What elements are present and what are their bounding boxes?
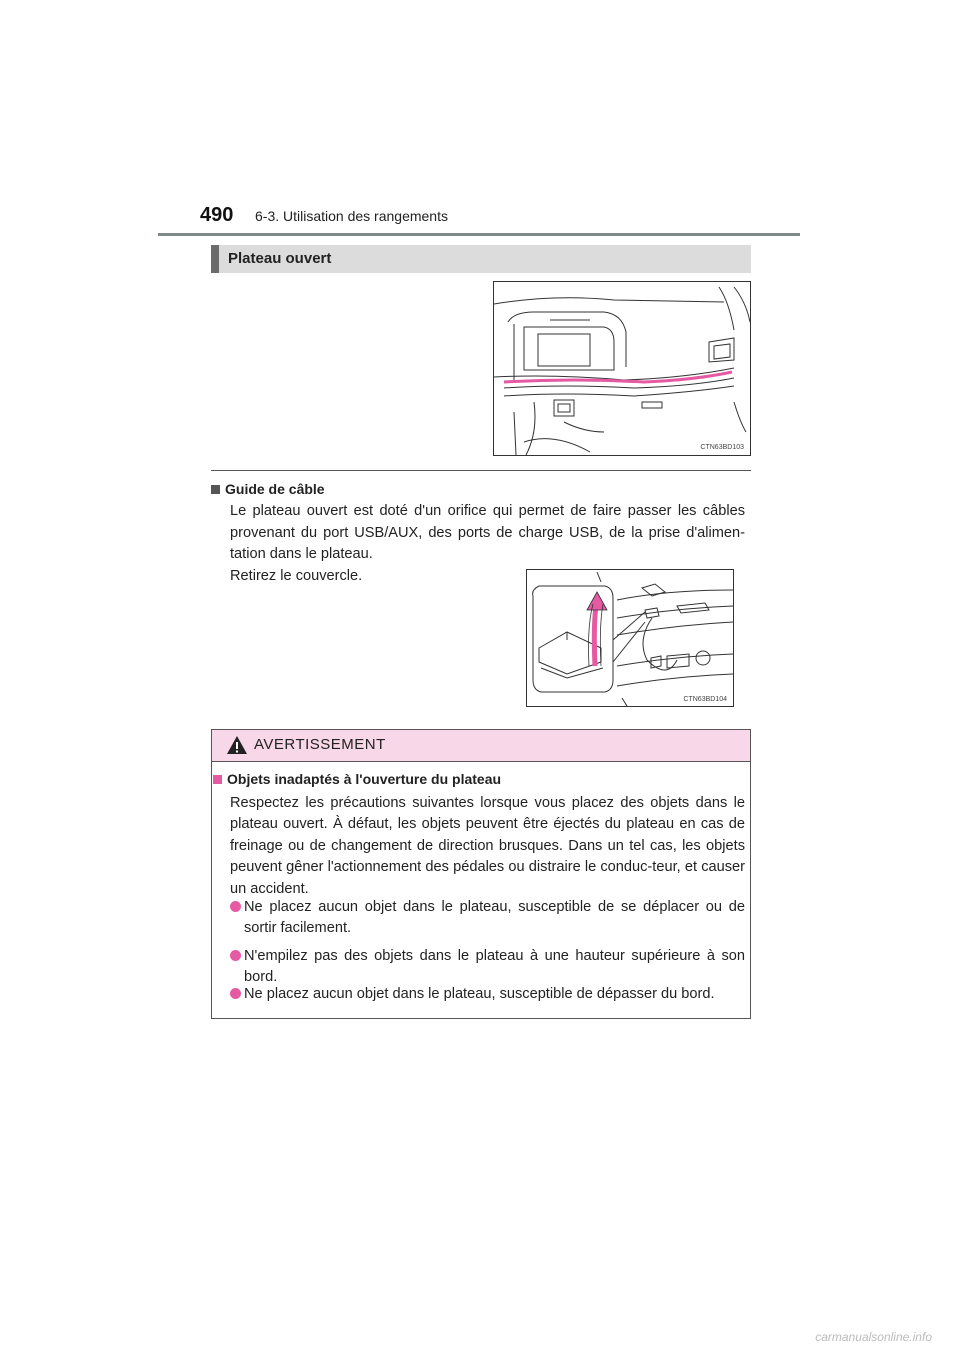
square-bullet-icon bbox=[213, 775, 222, 784]
warning-bullet bbox=[230, 897, 745, 940]
bullet-dot-icon bbox=[230, 988, 241, 999]
warning-title: AVERTISSEMENT bbox=[254, 736, 386, 753]
dashboard-illustration bbox=[493, 281, 751, 456]
bullet-dot-icon bbox=[230, 950, 241, 961]
bullet-dot-icon bbox=[230, 901, 241, 912]
warning-paragraph: Respectez les précautions suivantes lorsque vous placez des objets dans le plateau ouvert. À défaut, les objets peuvent être éjectés du plateau en cas de freinage ou de changement de direction brusques. Dans un tel cas, les objets peuvent gêner l'actionnement des pédales ou distraire le conduc-teur, et causer un accident. bbox=[230, 795, 745, 897]
figure-caption: CTN63BD103 bbox=[700, 444, 744, 451]
dashboard-drawing bbox=[494, 282, 750, 455]
section-heading: Plateau ouvert bbox=[211, 245, 751, 273]
warning-bullet bbox=[230, 984, 745, 1005]
warning-bullet-text: Ne placez aucun objet dans le plateau, susceptible de se déplacer ou de sortir facilement. bbox=[244, 899, 745, 937]
warning-bullet bbox=[230, 946, 745, 989]
figure-caption: CTN63BD104 bbox=[683, 696, 727, 703]
page-number: 490 bbox=[200, 204, 234, 226]
cover-removal-illustration bbox=[526, 569, 734, 707]
warning-bullet-text: Ne placez aucun objet dans le plateau, susceptible de dépasser du bord. bbox=[244, 986, 715, 1002]
warning-triangle-icon bbox=[226, 735, 248, 755]
cable-guide-paragraph: Le plateau ouvert est doté d'un orifice qui permet de faire passer les câbles provenant du port USB/AUX, des ports de charge USB, de la prise d'alimen-tation dans le plateau. bbox=[230, 503, 745, 562]
cover-removal-drawing bbox=[527, 570, 733, 706]
section-path: 6-3. Utilisation des rangements bbox=[255, 208, 448, 224]
cable-guide-instruction: Retirez le couvercle. bbox=[230, 568, 363, 584]
cable-guide-title-text: Guide de câble bbox=[225, 481, 325, 497]
warning-header bbox=[212, 730, 750, 762]
warning-subhead-text: Objets inadaptés à l'ouverture du plateau bbox=[227, 771, 502, 787]
warning-subhead bbox=[213, 771, 501, 787]
square-bullet-icon bbox=[211, 485, 220, 494]
warning-bullet-text: N'empilez pas des objets dans le plateau à une hauteur supérieure à son bord. bbox=[244, 948, 745, 986]
divider bbox=[211, 470, 751, 471]
footer-watermark: carmanualsonline.info bbox=[815, 1330, 932, 1344]
cable-guide-title bbox=[211, 481, 325, 497]
warning-box bbox=[211, 729, 751, 1019]
header-rule bbox=[158, 233, 800, 236]
